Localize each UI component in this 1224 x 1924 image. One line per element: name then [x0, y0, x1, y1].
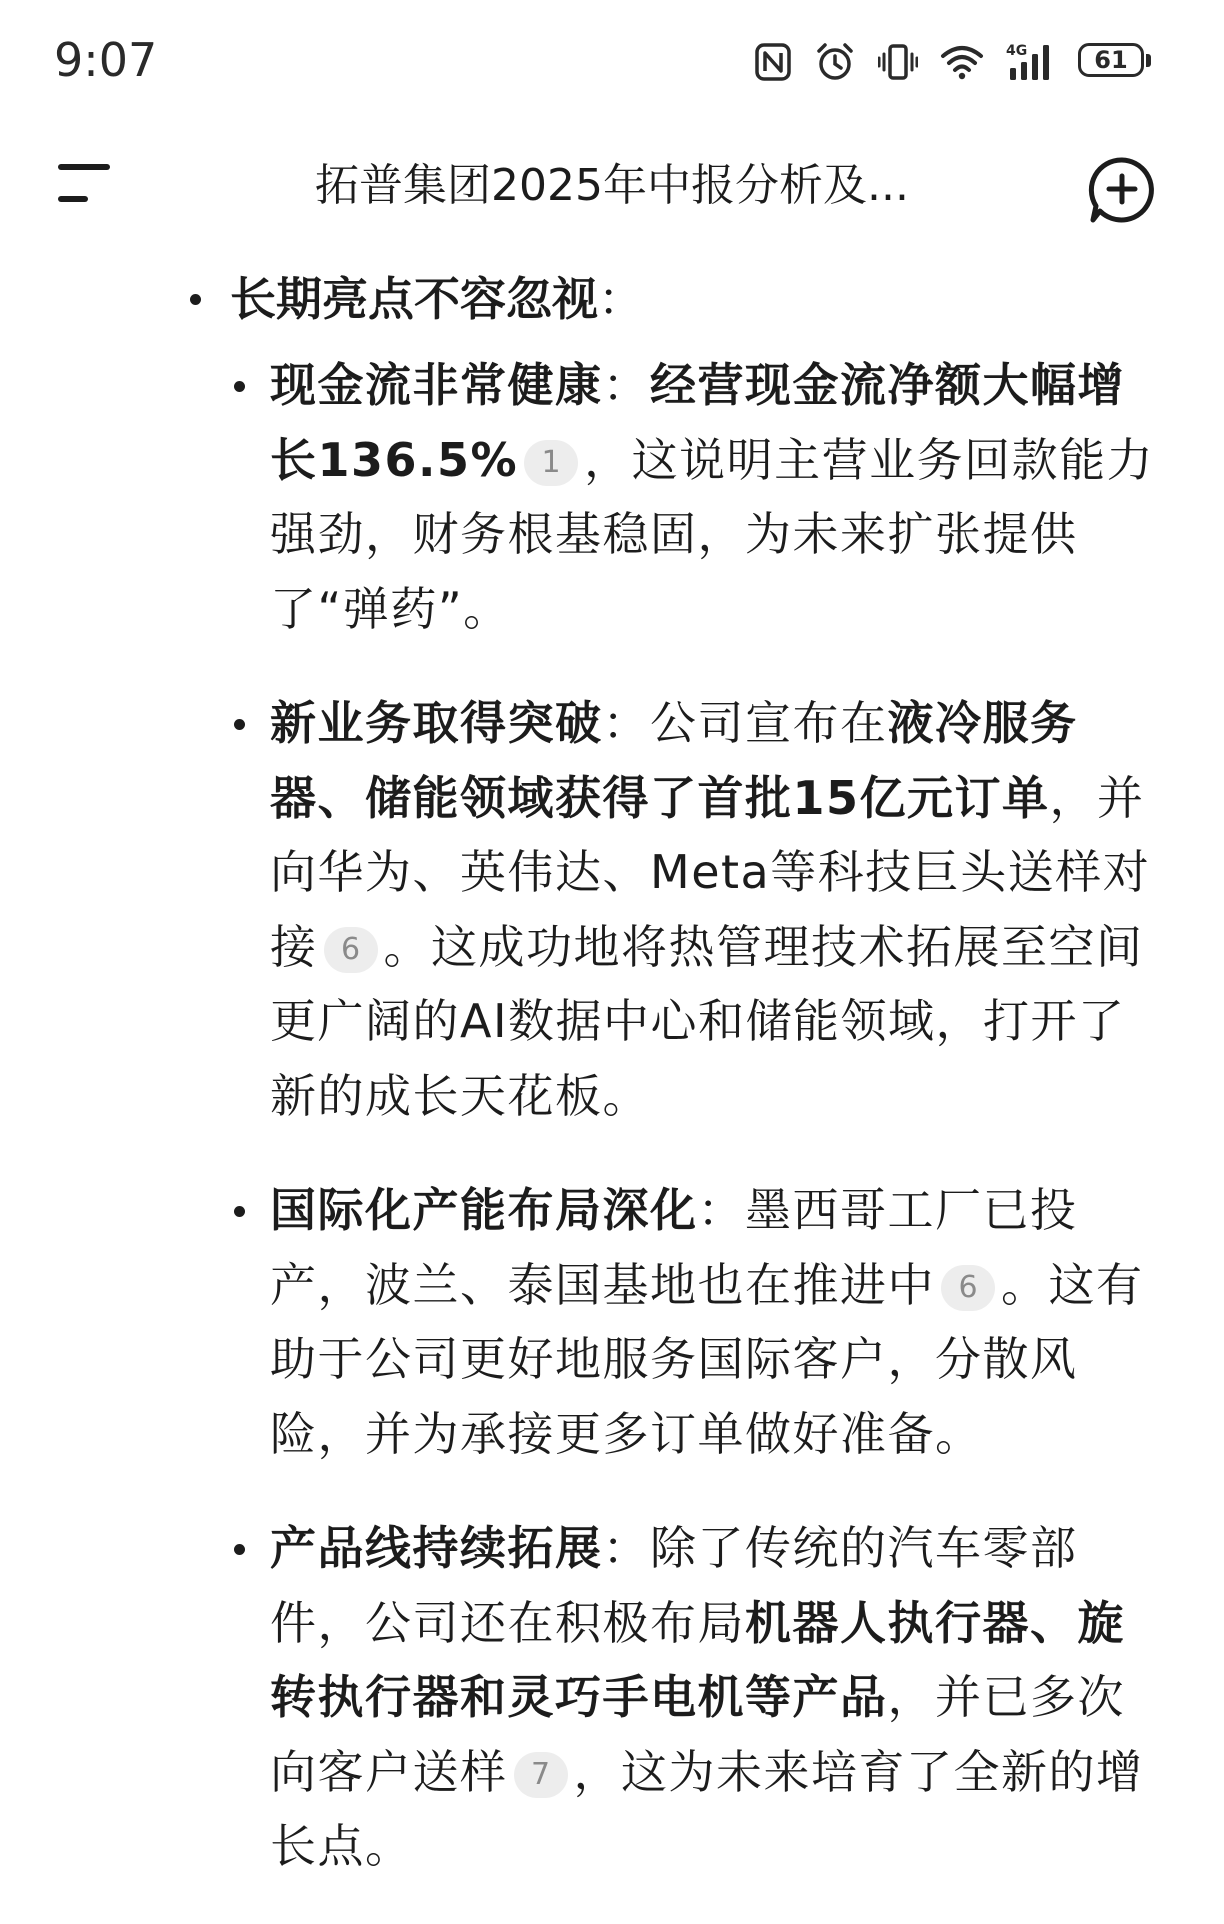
- network-label: 4G: [1006, 43, 1028, 59]
- bold-text: 液冷服务器、储能领域获得了首批15亿元订单: [270, 696, 1078, 825]
- bullet-icon: [234, 381, 245, 392]
- bold-text: 经营现金流净额大幅增长136.5%: [270, 358, 1125, 487]
- signal-icon: [1006, 42, 1056, 82]
- status-bar: [0, 0, 1224, 110]
- nfc-icon: [754, 42, 792, 82]
- status-icons: [754, 38, 1156, 86]
- citation-badge[interactable]: 6: [941, 1265, 995, 1311]
- message-content: [0, 262, 1224, 1924]
- status-time: 9:07: [54, 33, 158, 87]
- menu-icon: [56, 162, 120, 210]
- alarm-icon: [814, 41, 856, 83]
- title-bar: [0, 140, 1224, 232]
- bold-text: 产品线持续拓展: [270, 1521, 603, 1575]
- battery-level: 61: [1078, 43, 1144, 77]
- vibrate-icon: [878, 42, 918, 82]
- heading-colon: ：: [598, 272, 644, 326]
- list-item: [0, 262, 1224, 336]
- bullet-icon: [234, 1544, 245, 1555]
- bold-text: 机器人执行器、旋转执行器和灵巧手电机等产品: [270, 1595, 1125, 1724]
- list-item: [0, 1173, 1224, 1471]
- body-text: ，这说明主营业务回款能力强劲，财务根基稳固，为未来扩张提供了“弹药”。: [270, 432, 1155, 636]
- list-item: [0, 348, 1224, 646]
- body-text: ，并向华为、英伟达、Meta等科技巨头送样对接: [270, 770, 1151, 974]
- wifi-icon: [940, 44, 984, 80]
- new-chat-icon: [1088, 156, 1156, 224]
- body-text: 。这有助于公司更好地服务国际客户，分散风险，并为承接更多订单做好准备。: [270, 1257, 1144, 1461]
- body-text: ：公司宣布在: [602, 696, 888, 750]
- body-text: ，并已多次向客户送样: [270, 1670, 1125, 1799]
- bullet-icon: [234, 1206, 245, 1217]
- body-text: ：: [602, 358, 650, 412]
- body-text: ，这为未来培育了全新的增长点。: [270, 1744, 1144, 1873]
- new-chat-button[interactable]: [1088, 156, 1156, 224]
- citation-badge[interactable]: 7: [514, 1752, 568, 1798]
- list-item: [0, 1511, 1224, 1884]
- battery-icon: [1078, 43, 1156, 81]
- sub-list: [0, 348, 1224, 1884]
- bold-text: 现金流非常健康: [270, 358, 603, 412]
- bullet-icon: [234, 719, 245, 730]
- list-item: [0, 686, 1224, 1133]
- conversation-title[interactable]: 拓普集团2025年中报分析及...: [315, 160, 909, 211]
- body-text: ：墨西哥工厂已投产，波兰、泰国基地也在推进中: [270, 1183, 1078, 1312]
- bold-text: 国际化产能布局深化: [270, 1183, 698, 1237]
- citation-badge[interactable]: 1: [524, 440, 578, 486]
- menu-button[interactable]: [56, 162, 120, 210]
- body-text: ：除了传统的汽车零部件，公司还在积极布局: [270, 1521, 1078, 1650]
- citation-badge[interactable]: 6: [324, 927, 378, 973]
- section-heading: 长期亮点不容忽视: [230, 272, 598, 326]
- bold-text: 新业务取得突破: [270, 696, 603, 750]
- body-text: 。这成功地将热管理技术拓展至空间更广阔的AI数据中心和储能领域，打开了新的成长天花板。: [270, 919, 1144, 1123]
- bullet-icon: [190, 294, 201, 305]
